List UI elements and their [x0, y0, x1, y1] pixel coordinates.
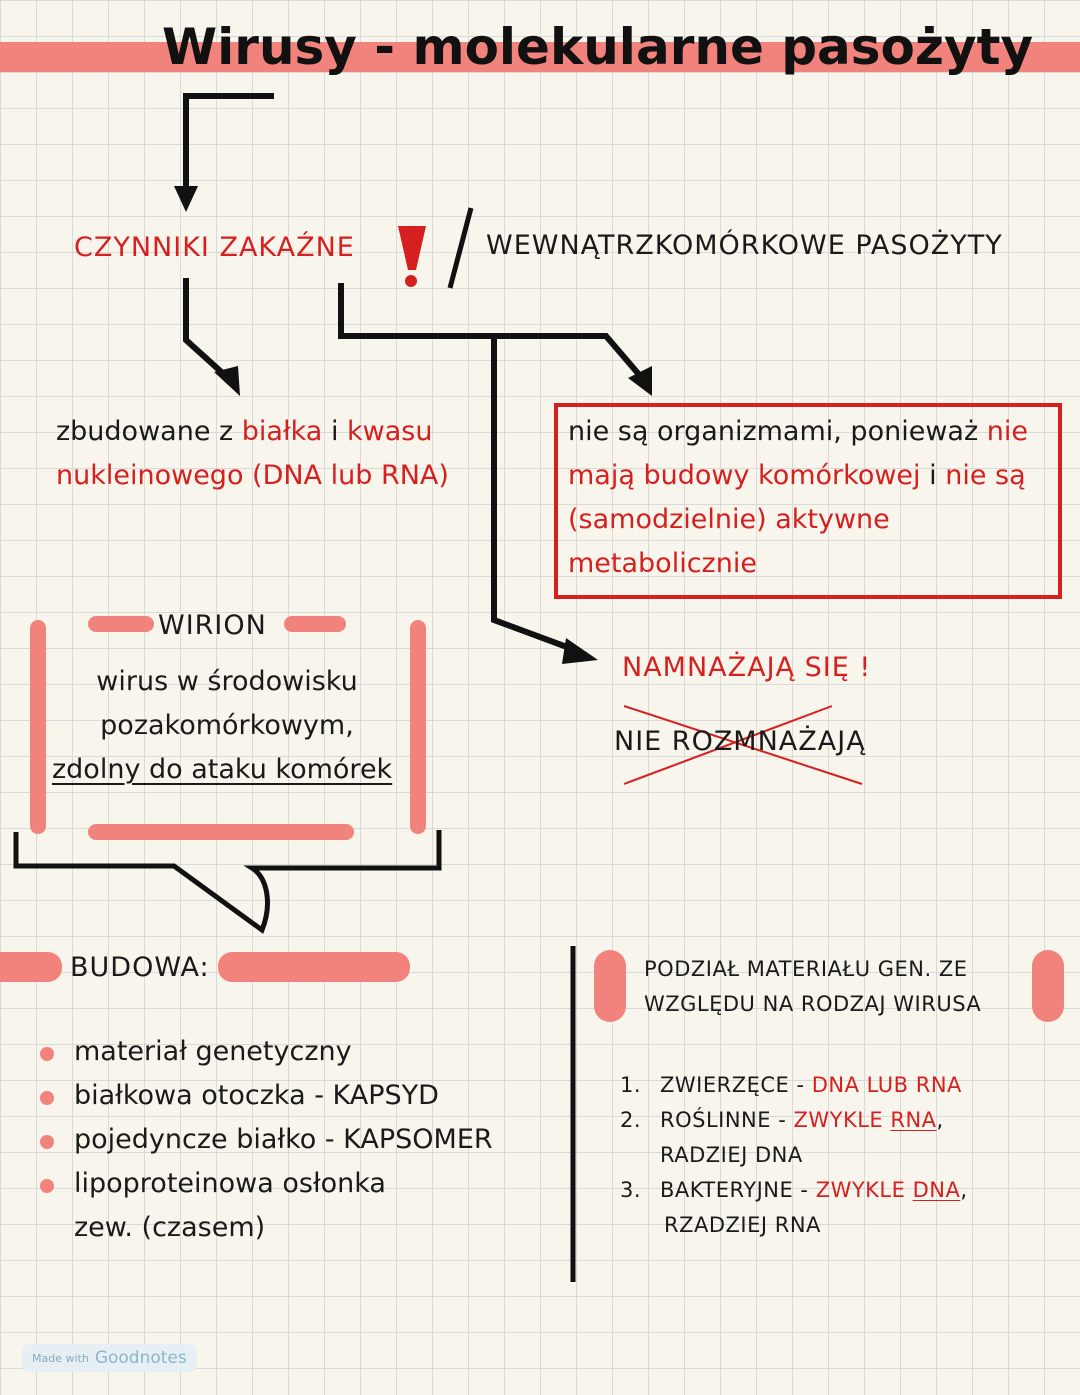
multiply-label: NAMNAŻAJĄ SIĘ ! — [622, 652, 872, 683]
wirion-bar-bottom — [88, 824, 354, 840]
podzial-num: 1. — [620, 1073, 642, 1097]
cell-structure-text: mają budowy komórkowej — [568, 460, 921, 491]
slash-line — [450, 208, 471, 288]
podzial-value-underlined: DNA — [912, 1178, 961, 1202]
budowa-highlight-left — [0, 952, 62, 982]
podzial-item-animal — [660, 1068, 962, 1103]
goodnotes-logo: Goodnotes — [94, 1348, 187, 1368]
made-with-goodnotes-badge — [22, 1344, 197, 1372]
budowa-item-continued: zew. (czasem) — [74, 1212, 266, 1243]
podzial-item-bacterial — [660, 1173, 968, 1208]
podzial-item-bacterial-line2: RZADZIEJ RNA — [664, 1213, 821, 1237]
podzial-heading-2: WZGLĘDU NA RODZAJ WIRUSA — [644, 992, 982, 1016]
composition-arrow — [186, 278, 228, 378]
made-with-text: Made with — [32, 1351, 89, 1365]
podzial-item-plant-line2: RADZIEJ DNA — [660, 1143, 803, 1167]
not-organisms-line-4: metabolicznie — [568, 548, 757, 579]
composition-line-2: nukleinowego (DNA lub RNA) — [56, 460, 449, 491]
not-organisms-text: nie są organizmami, ponieważ — [568, 416, 987, 447]
arrowhead-4 — [562, 638, 598, 664]
not-organisms-line-1 — [568, 410, 1028, 454]
protein-word: białka — [241, 416, 323, 447]
budowa-highlight-right — [218, 952, 410, 982]
bullet-dot — [40, 1091, 54, 1105]
title-connector-arrow — [186, 96, 274, 190]
podzial-label: BAKTERYJNE - — [660, 1178, 816, 1202]
multiply-arrow — [494, 336, 575, 650]
podzial-label: ROŚLINNE - — [660, 1108, 794, 1132]
podzial-highlight-right — [1032, 950, 1064, 1022]
page-title: Wirusy - molekularne pasożyty — [162, 18, 1034, 76]
wirion-highlight-left — [88, 616, 154, 632]
podzial-item-plant — [660, 1103, 944, 1138]
podzial-comma: , — [936, 1108, 944, 1132]
wirion-bubble-outline — [16, 830, 439, 930]
wirion-line-3: zdolny do ataku komórek — [52, 754, 393, 785]
budowa-item: materiał genetyczny — [74, 1036, 352, 1067]
arrowhead-3 — [628, 366, 652, 396]
budowa-item: lipoproteinowa osłonka — [74, 1168, 386, 1199]
podzial-num: 3. — [620, 1178, 642, 1202]
podzial-highlight-left — [594, 950, 626, 1022]
not-reproduce-label: NIE ROZMNAŻAJĄ — [614, 726, 866, 757]
wirion-highlight-right — [284, 616, 346, 632]
infectious-agents-label: CZYNNIKI ZAKAŹNE — [74, 232, 355, 263]
arrowhead-1 — [174, 186, 198, 212]
wirion-line-2: pozakomórkowym, — [100, 710, 354, 741]
wirion-line-1: wirus w środowisku — [96, 666, 358, 697]
budowa-item: białkowa otoczka - KAPSYD — [74, 1080, 439, 1111]
podzial-heading-1: PODZIAŁ MATERIAŁU GEN. ZE — [644, 957, 968, 981]
podzial-comma: , — [960, 1178, 968, 1202]
bullet-dot — [40, 1047, 54, 1061]
composition-line-1 — [56, 410, 432, 454]
podzial-value-underlined: RNA — [890, 1108, 937, 1132]
not-are-text: nie są — [945, 460, 1026, 491]
budowa-item: pojedyncze białko - KAPSOMER — [74, 1124, 493, 1155]
not-organisms-and: i — [920, 460, 946, 491]
budowa-heading: BUDOWA: — [70, 952, 210, 983]
wirion-heading: WIRION — [158, 610, 267, 641]
composition-text: zbudowane z — [56, 416, 242, 447]
acid-word: kwasu — [347, 416, 433, 447]
not-organisms-line-3: (samodzielnie) aktywne — [568, 504, 890, 535]
intracellular-parasites-label: WEWNĄTRZKOMÓRKOWE PASOŻYTY — [486, 230, 1003, 261]
podzial-value: DNA LUB RNA — [811, 1073, 962, 1097]
exclamation-icon — [398, 226, 426, 287]
podzial-value: ZWYKLE — [793, 1108, 891, 1132]
bullet-dot — [40, 1135, 54, 1149]
podzial-num: 2. — [620, 1108, 642, 1132]
composition-and: i — [322, 416, 348, 447]
not-organisms-line-2 — [568, 454, 1026, 498]
not-organisms-red-1: nie — [986, 416, 1028, 447]
bullet-dot — [40, 1179, 54, 1193]
podzial-value: ZWYKLE — [815, 1178, 913, 1202]
podzial-label: ZWIERZĘCE - — [660, 1073, 812, 1097]
